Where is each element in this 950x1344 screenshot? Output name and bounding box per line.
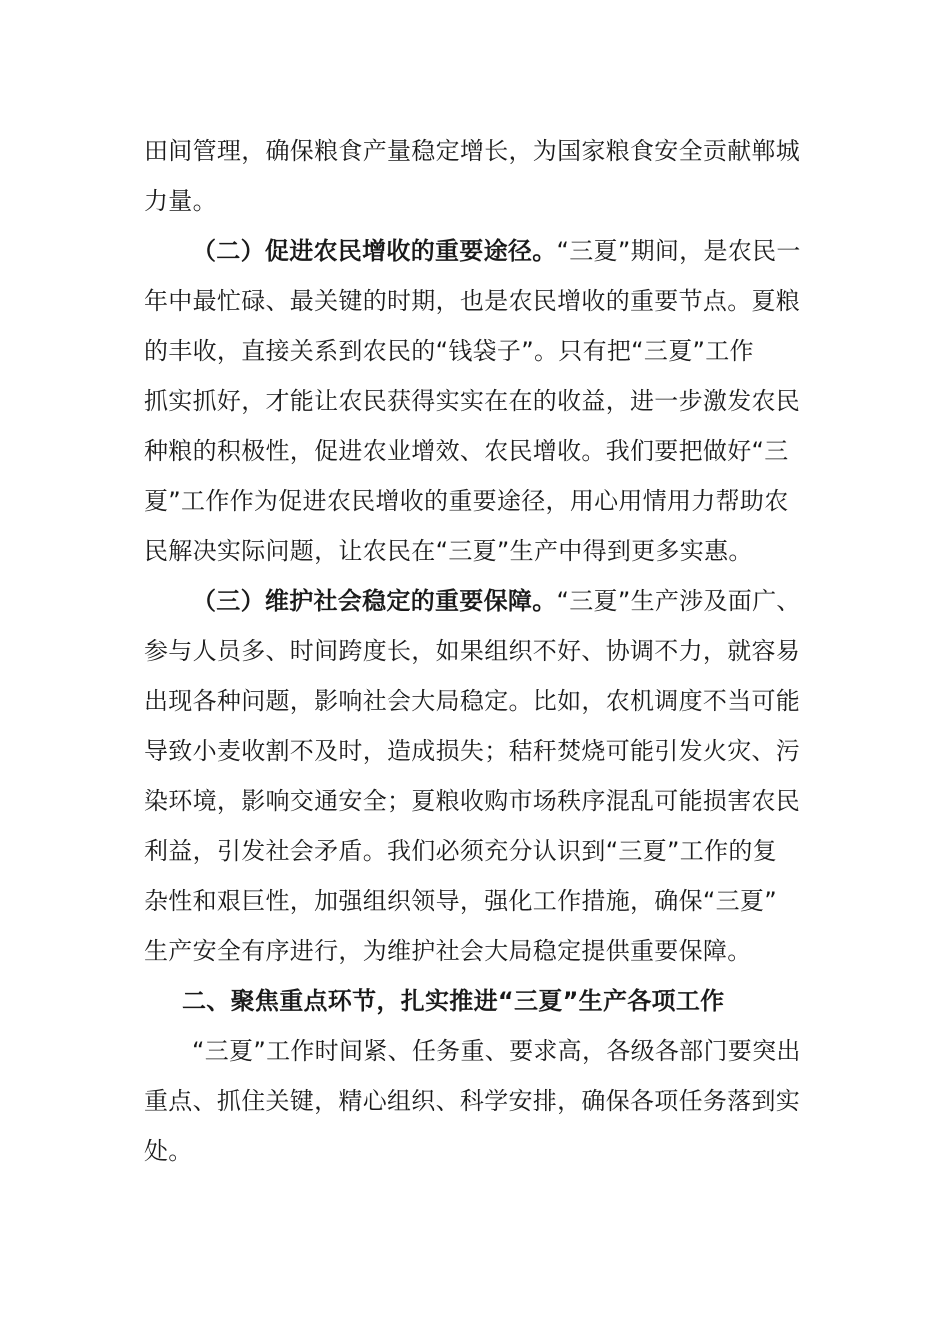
- line-text: 力量。: [144, 187, 217, 215]
- line-text: 抓实抓好，才能让农民获得实实在在的收益，进一步激发农民: [144, 387, 801, 415]
- section-heading: [182, 986, 724, 1016]
- line-text: 种粮的积极性，促进农业增效、农民增收。我们要把做好“三: [144, 437, 789, 465]
- subsection-title: （二）促进农民增收的重要途径。: [192, 237, 557, 265]
- paragraph-line: [144, 736, 800, 766]
- paragraph-line: [144, 136, 800, 166]
- line-text: 生产安全有序进行，为维护社会大局稳定提供重要保障。: [144, 937, 752, 965]
- paragraph-line: [144, 386, 800, 416]
- paragraph-line: [144, 936, 752, 966]
- line-text: 利益，引发社会矛盾。我们必须充分认识到“三夏”工作的复: [144, 837, 777, 865]
- line-text: 导致小麦收割不及时，造成损失；秸秆焚烧可能引发火灾、污: [144, 737, 801, 765]
- line-text: “三夏”生产涉及面广、: [556, 587, 801, 615]
- paragraph-line: [144, 836, 777, 866]
- paragraph-line: [144, 486, 789, 516]
- paragraph-line: [144, 436, 789, 466]
- line-text: 民解决实际问题，让农民在“三夏”生产中得到更多实惠。: [144, 537, 753, 565]
- paragraph-line: [144, 186, 217, 216]
- paragraph-line: [144, 1136, 193, 1166]
- line-text: 杂性和艰巨性，加强组织领导，强化工作措施，确保“三夏”: [144, 887, 777, 915]
- paragraph-line: [144, 286, 800, 316]
- paragraph-line: [144, 786, 800, 816]
- line-text: 年中最忙碌、最关键的时期，也是农民增收的重要节点。夏粮: [144, 287, 801, 315]
- paragraph-line: [144, 886, 777, 916]
- line-text: 田间管理，确保粮食产量稳定增长，为国家粮食安全贡献郸城: [144, 137, 801, 165]
- subsection-title: （三）维护社会稳定的重要保障。: [192, 587, 557, 615]
- paragraph-line: [144, 636, 800, 666]
- line-text: 重点、抓住关键，精心组织、科学安排，确保各项任务落到实: [144, 1087, 801, 1115]
- line-text: 染环境，影响交通安全；夏粮收购市场秩序混乱可能损害农民: [144, 787, 801, 815]
- line-text: 参与人员多、时间跨度长，如果组织不好、协调不力，就容易: [144, 637, 801, 665]
- section-heading-line: [192, 236, 801, 266]
- paragraph-line: [144, 1086, 800, 1116]
- line-text: “三夏”工作时间紧、任务重、要求高，各级各部门要突出: [192, 1037, 801, 1065]
- section-title: 二、聚焦重点环节，扎实推进“三夏”生产各项工作: [182, 987, 725, 1015]
- line-text: 的丰收，直接关系到农民的“钱袋子”。只有把“三夏”工作: [144, 337, 754, 365]
- paragraph-line: [144, 536, 753, 566]
- paragraph-line: [144, 686, 800, 716]
- line-text: 出现各种问题，影响社会大局稳定。比如，农机调度不当可能: [144, 687, 801, 715]
- line-text: 处。: [144, 1137, 193, 1165]
- line-text: 夏”工作作为促进农民增收的重要途径，用心用情用力帮助农: [144, 487, 789, 515]
- paragraph-line: [144, 336, 754, 366]
- section-heading-line: [192, 586, 801, 616]
- line-text: “三夏”期间，是农民一: [556, 237, 801, 265]
- paragraph-line: [192, 1036, 801, 1066]
